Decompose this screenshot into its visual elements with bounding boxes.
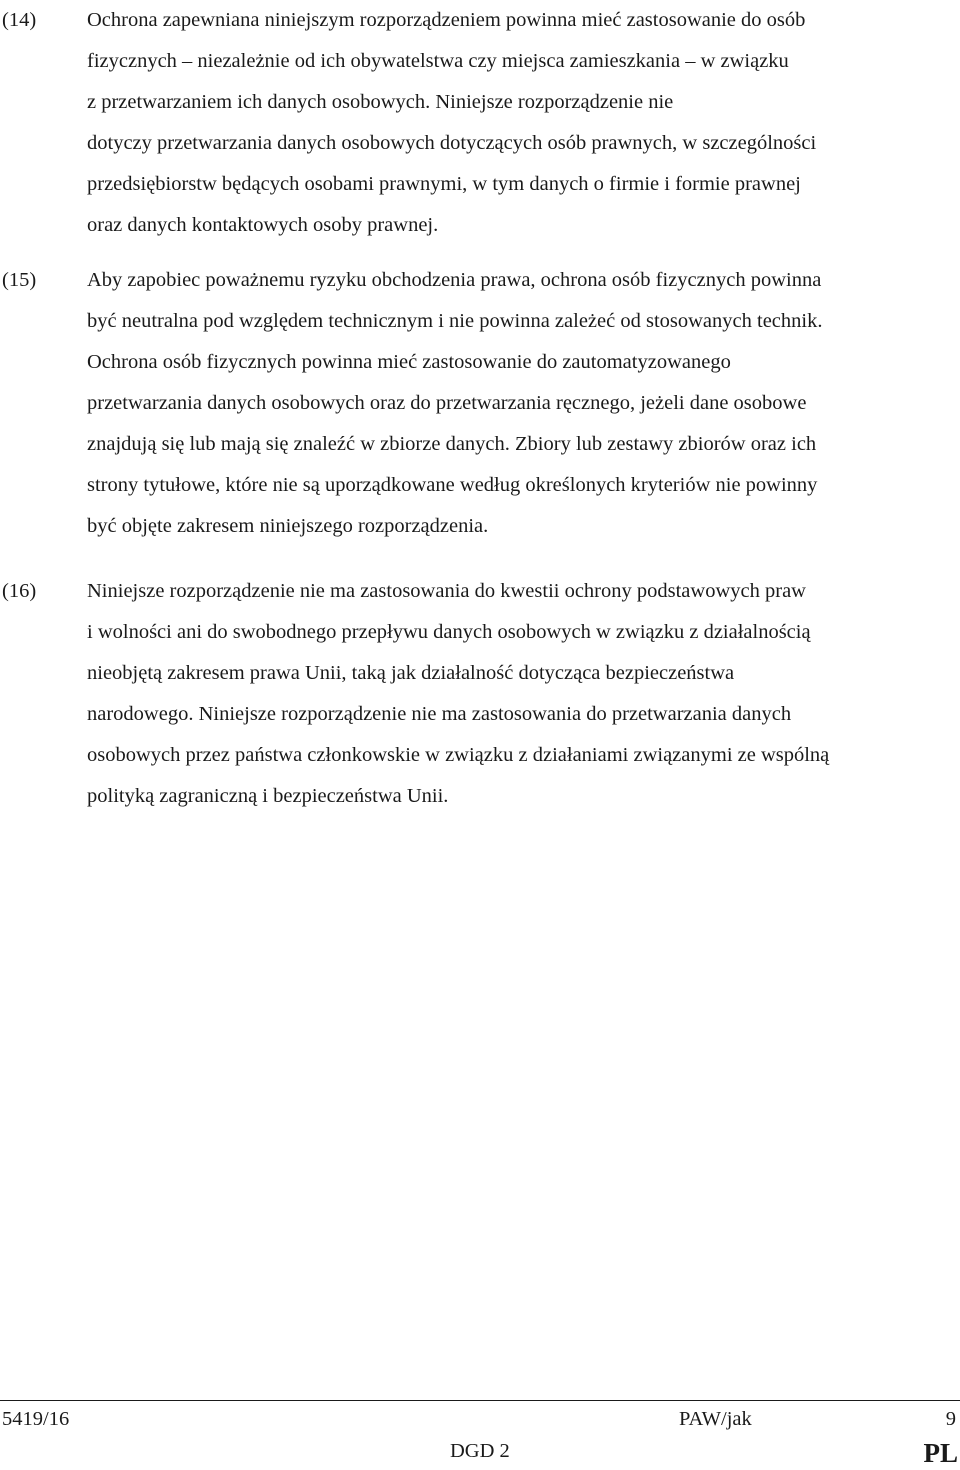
text-line: polityką zagraniczną i bezpieczeństwa Unii. xyxy=(87,785,449,807)
text-line: Ochrona osób fizycznych powinna mieć zastosowanie do zautomatyzowanego xyxy=(87,351,731,373)
text-line: Niniejsze rozporządzenie nie ma zastosowania do kwestii ochrony podstawowych praw xyxy=(87,580,806,602)
text-line: przetwarzania danych osobowych oraz do przetwarzania ręcznego, jeżeli dane osobowe xyxy=(87,392,807,414)
text-line: być objęte zakresem niniejszego rozporządzenia. xyxy=(87,515,489,537)
text-line: Ochrona zapewniana niniejszym rozporządzeniem powinna mieć zastosowanie do osób xyxy=(87,9,806,31)
text-line: strony tytułowe, które nie są uporządkowane według określonych kryteriów nie powinny xyxy=(87,474,818,496)
author-initials: PAW/jak xyxy=(679,1408,752,1430)
recital-number: (14) xyxy=(2,9,37,31)
text-line: dotyczy przetwarzania danych osobowych dotyczących osób prawnych, w szczególności xyxy=(87,132,817,154)
footer-divider xyxy=(0,1400,960,1401)
page-number: 9 xyxy=(945,1408,956,1430)
text-line: znajdują się lub mają się znaleźć w zbiorze danych. Zbiory lub zestawy zbiorów oraz ich xyxy=(87,433,817,455)
recital-text xyxy=(87,571,958,817)
recital-number: (15) xyxy=(2,269,37,291)
text-line: nieobjętą zakresem prawa Unii, taką jak działalność dotycząca bezpieczeństwa xyxy=(87,662,735,684)
department-code: DGD 2 xyxy=(450,1440,510,1462)
text-line: Aby zapobiec poważnemu ryzyku obchodzenia prawa, ochrona osób fizycznych powinna xyxy=(87,269,822,291)
text-line: przedsiębiorstw będących osobami prawnymi, w tym danych o firmie i formie prawnej xyxy=(87,173,801,195)
recital-number: (16) xyxy=(2,580,37,602)
text-line: narodowego. Niniejsze rozporządzenie nie ma zastosowania do przetwarzania danych xyxy=(87,703,792,725)
language-code: PL xyxy=(923,1438,958,1468)
recital-text xyxy=(87,260,958,547)
document-reference: 5419/16 xyxy=(2,1408,70,1430)
text-line: z przetwarzaniem ich danych osobowych. Niniejsze rozporządzenie nie xyxy=(87,91,674,113)
text-line: być neutralna pod względem technicznym i nie powinna zależeć od stosowanych technik. xyxy=(87,310,823,332)
text-line: osobowych przez państwa członkowskie w związku z działaniami związanymi ze wspólną xyxy=(87,744,830,766)
text-line: oraz danych kontaktowych osoby prawnej. xyxy=(87,214,439,236)
recital-text xyxy=(87,0,958,246)
text-line: i wolności ani do swobodnego przepływu danych osobowych w związku z działalnością xyxy=(87,621,811,643)
text-line: fizycznych – niezależnie od ich obywatelstwa czy miejsca zamieszkania – w związku xyxy=(87,50,789,72)
